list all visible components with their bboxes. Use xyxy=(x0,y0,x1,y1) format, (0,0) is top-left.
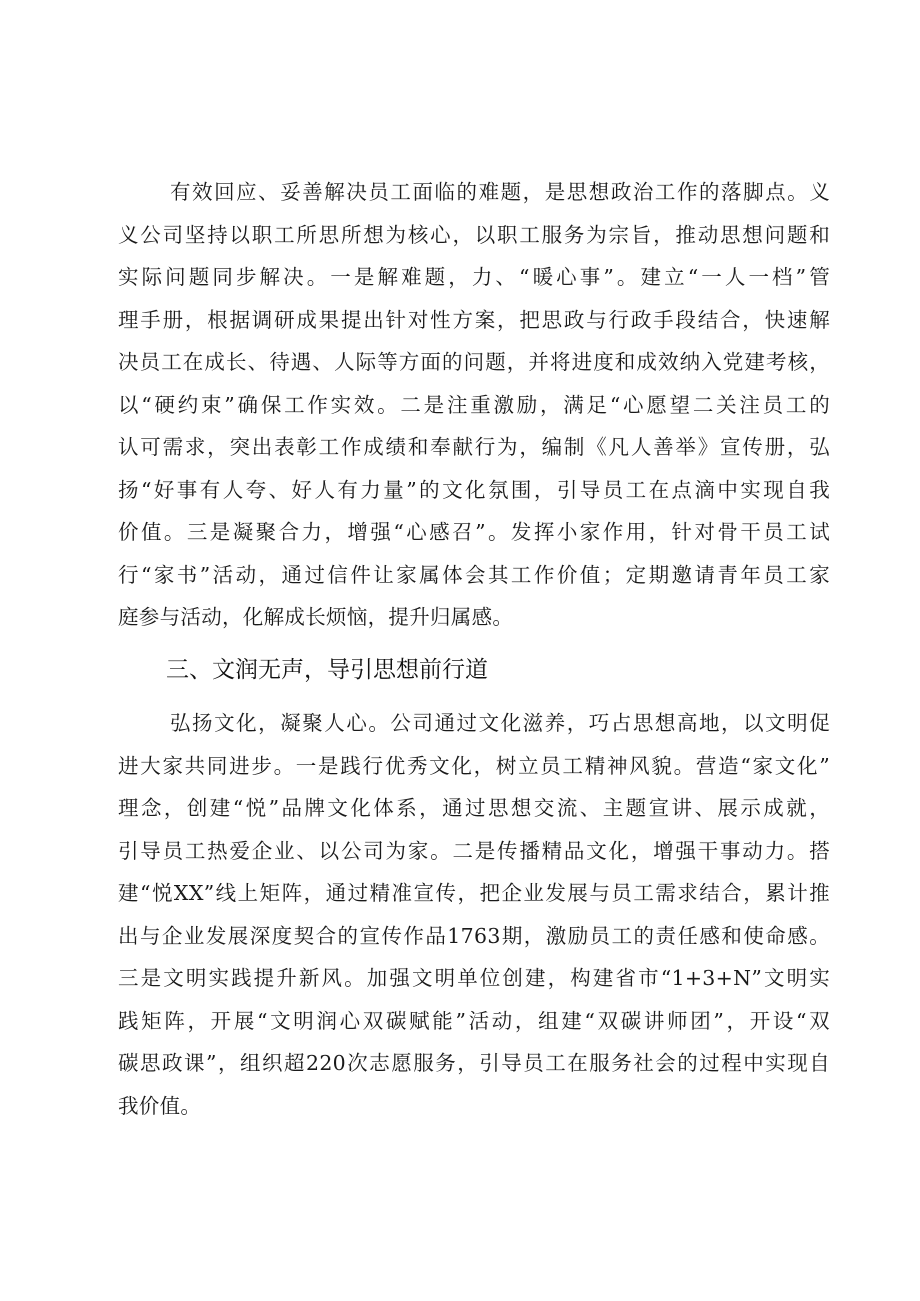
paragraph-line: 义公司坚持以职工所思所想为核心，以职工服务为宗旨，推动思想问题和 xyxy=(118,222,830,247)
paragraph-line: 决员工在成长、待遇、人际等方面的问题，并将进度和成效纳入党建考核， xyxy=(118,350,830,374)
paragraph-line: 我价值。 xyxy=(118,1093,202,1118)
paragraph-line: 理手册，根据调研成果提出针对性方案，把思政与行政手段结合，快速解 xyxy=(118,307,830,332)
section-heading: 三、文润无声，导引思想前行道 xyxy=(166,657,488,683)
paragraph-culture xyxy=(118,702,830,1127)
paragraph-line: 认可需求，突出表彰工作成绩和奉献行为，编制《凡人善举》宣传册，弘 xyxy=(118,435,830,459)
paragraph-line: 价值。三是凝聚合力，增强“心感召”。发挥小家作用，针对骨干员工试 xyxy=(118,520,830,544)
paragraph-line: 实际问题同步解决。一是解难题，力、“暖心事”。建立“一人一档”管 xyxy=(118,265,830,289)
paragraph-line: 扬“好事有人夸、好人有力量”的文化氛围，引导员工在点滴中实现自我 xyxy=(118,477,830,502)
paragraph-line: 践矩阵，开展“文明润心双碳赋能”活动，组建“双碳讲师团”，开设“双 xyxy=(118,1008,830,1033)
paragraph-line: 庭参与活动，化解成长烦恼，提升归属感。 xyxy=(118,605,514,629)
paragraph-line: 三是文明实践提升新风。加强文明单位创建，构建省市“1+3+N”文明实 xyxy=(118,966,830,990)
paragraph-line: 进大家共同进步。一是践行优秀文化，树立员工精神风貌。营造“家文化” xyxy=(118,753,830,778)
paragraph-line: 建“悦XX”线上矩阵，通过精准宣传，把企业发展与员工需求结合，累计推 xyxy=(118,881,830,905)
paragraph-line: 引导员工热爱企业、以公司为家。二是传播精品文化，增强干事动力。搭 xyxy=(118,838,830,863)
paragraph-line: 弘扬文化，凝聚人心。公司通过文化滋养，巧占思想高地，以文明促 xyxy=(170,711,830,735)
paragraph-line: 出与企业发展深度契合的宣传作品1763期，激励员工的责任感和使命感。 xyxy=(118,923,830,948)
paragraph-line: 行“家书”活动，通过信件让家属体会其工作价值；定期邀请青年员工家 xyxy=(118,562,830,587)
paragraph-line: 有效回应、妥善解决员工面临的难题，是思想政治工作的落脚点。义 xyxy=(170,180,830,204)
paragraph-line: 理念，创建“悦”品牌文化体系，通过思想交流、主题宣讲、展示成就， xyxy=(118,796,830,820)
paragraph-care-for-employees xyxy=(118,171,830,639)
paragraph-line: 以“硬约束”确保工作实效。二是注重激励，满足“心愿望二关注员工的 xyxy=(118,392,830,417)
paragraph-line: 碳思政课”，组织超220次志愿服务，引导员工在服务社会的过程中实现自 xyxy=(118,1051,830,1075)
